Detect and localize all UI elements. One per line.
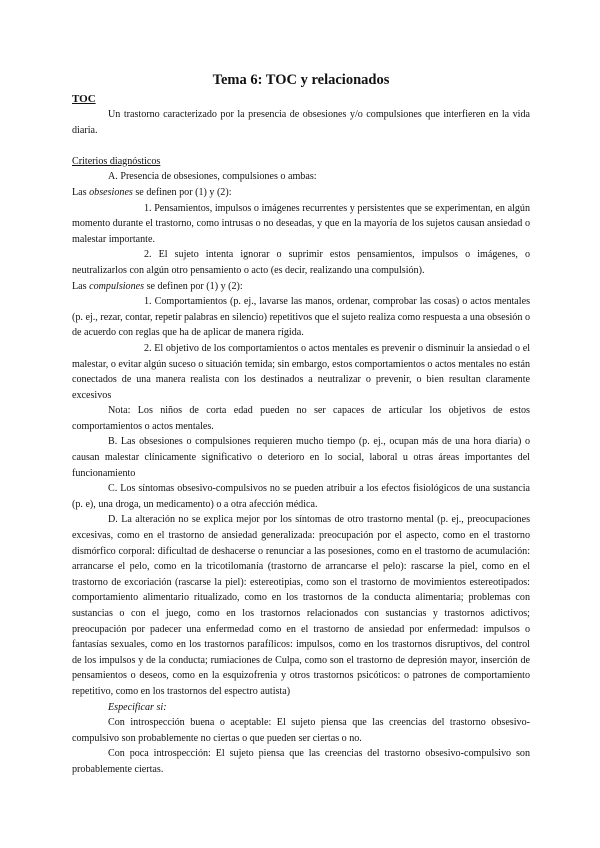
- section-heading: TOC: [72, 93, 96, 105]
- compulsion-item-1: 1. Comportamientos (p. ej., lavarse las manos, ordenar, comprobar las cosas) o actos mentales (p. ej., rezar, contar, repetir palabras en silencio) repetitivos que el sujeto realiza como respuesta a una obsesión o de acuerdo con reglas que ha de aplicar de manera rígida.: [72, 296, 530, 339]
- obsessions-term: obsesiones: [89, 186, 133, 198]
- specifier-good-insight: Con introspección buena o aceptable: El sujeto piensa que las creencias del trastorno obsesivo-compulsivo son probablemente no ciertas o que pueden ser ciertas o no.: [72, 717, 530, 744]
- criterion-a-label: A. Presencia de obsesiones, compulsiones o ambas:: [108, 171, 317, 183]
- specify-label: Especificar si:: [108, 701, 167, 713]
- obsession-item-2: 2. El sujeto intenta ignorar o suprimir estos pensamientos, impulsos o imágenes, o neutralizarlos con algún otro pensamiento o acto (es decir, realizando una compulsión).: [72, 249, 530, 276]
- criterion-a-note: Nota: Los niños de corta edad pueden no ser capaces de articular los objetivos de estos comportamientos o actos mentales.: [72, 405, 530, 432]
- compulsions-term: compulsiones: [89, 280, 145, 292]
- document-page: [72, 70, 530, 778]
- criterion-d: D. La alteración no se explica mejor por los síntomas de otro trastorno mental (p. ej., preocupaciones excesivas, como en el trastorno de ansiedad generalizada: preocupación por el aspecto, como en el trastorno dismórfico corporal: dificultad de deshacerse o renunciar a las posesiones, como en el trastorno de acumulación: arrancarse el pelo, como en la tricotilomanía (trastorno de arrancarse el pelo): rascarse la piel, como en el trastorno de excoriación (rascarse la piel): estereotipias, como son el trastorno de movimientos estereotipados: comportamiento alimentario ritualizado, como en los trastornos de la conducta alimentaria; problemas con sustancias o con el juego, como en los trastornos relacionados con sustancias y trastornos adictivos; preocupación por padecer una enfermedad como en el trastorno de ansiedad por enfermedad: impulsos o fantasías sexuales, como en los trastornos parafílicos: impulsos, como en los trastornos disruptivos, del control de los impulsos y de la conducta; rumiaciones de Culpa, como son el trastorno de depresión mayor, inserción de pensamientos o deseos, como en la esquizofrenia y otros trastornos psicóticos: o patrones de comportamiento repetitivo, como en los trastornos del espectro autista): [72, 514, 530, 697]
- criterion-c: C. Los síntomas obsesivo-compulsivos no se pueden atribuir a los efectos fisiológicos de una sustancia (p. e), una droga, un medicamento) o a otra afección médica.: [72, 483, 530, 510]
- criterion-b: B. Las obsesiones o compulsiones requieren mucho tiempo (p. ej., ocupan más de una hora diaria) o causan malestar clínicamente significativo o deterioro en lo social, laboral u otras áreas importantes del funcionamiento: [72, 436, 530, 479]
- intro-paragraph: Un trastorno caracterizado por la presencia de obsesiones y/o compulsiones que interfieren en la vida diaria.: [72, 109, 530, 136]
- specifier-poor-insight: Con poca introspección: El sujeto piensa que las creencias del trastorno obsesivo-compulsivo son probablemente ciertas.: [72, 748, 530, 775]
- spacer: [72, 138, 530, 154]
- page-title: Tema 6: TOC y relacionados: [212, 72, 390, 88]
- criteria-heading: Criterios diagnósticos: [72, 155, 161, 167]
- obsession-item-1: 1. Pensamientos, impulsos o imágenes recurrentes y persistentes que se experimentan, en algún momento durante el trastorno, como intrusas o no deseadas, y que en la mayoría de los sujetos causan ansiedad o malestar importante.: [72, 202, 530, 245]
- compulsions-definition: Las compulsiones se definen por (1) y (2):: [72, 280, 243, 292]
- compulsion-item-2: 2. El objetivo de los comportamientos o actos mentales es prevenir o disminuir la ansiedad o el malestar, o evitar algún suceso o situación temida; sin embargo, estos comportamientos o actos mentales no están conectados de una manera realista con los destinados a neutralizar o prevenir, o bien resultan claramente excesivos: [72, 342, 530, 401]
- obsessions-definition: Las obsesiones se definen por (1) y (2):: [72, 186, 232, 198]
